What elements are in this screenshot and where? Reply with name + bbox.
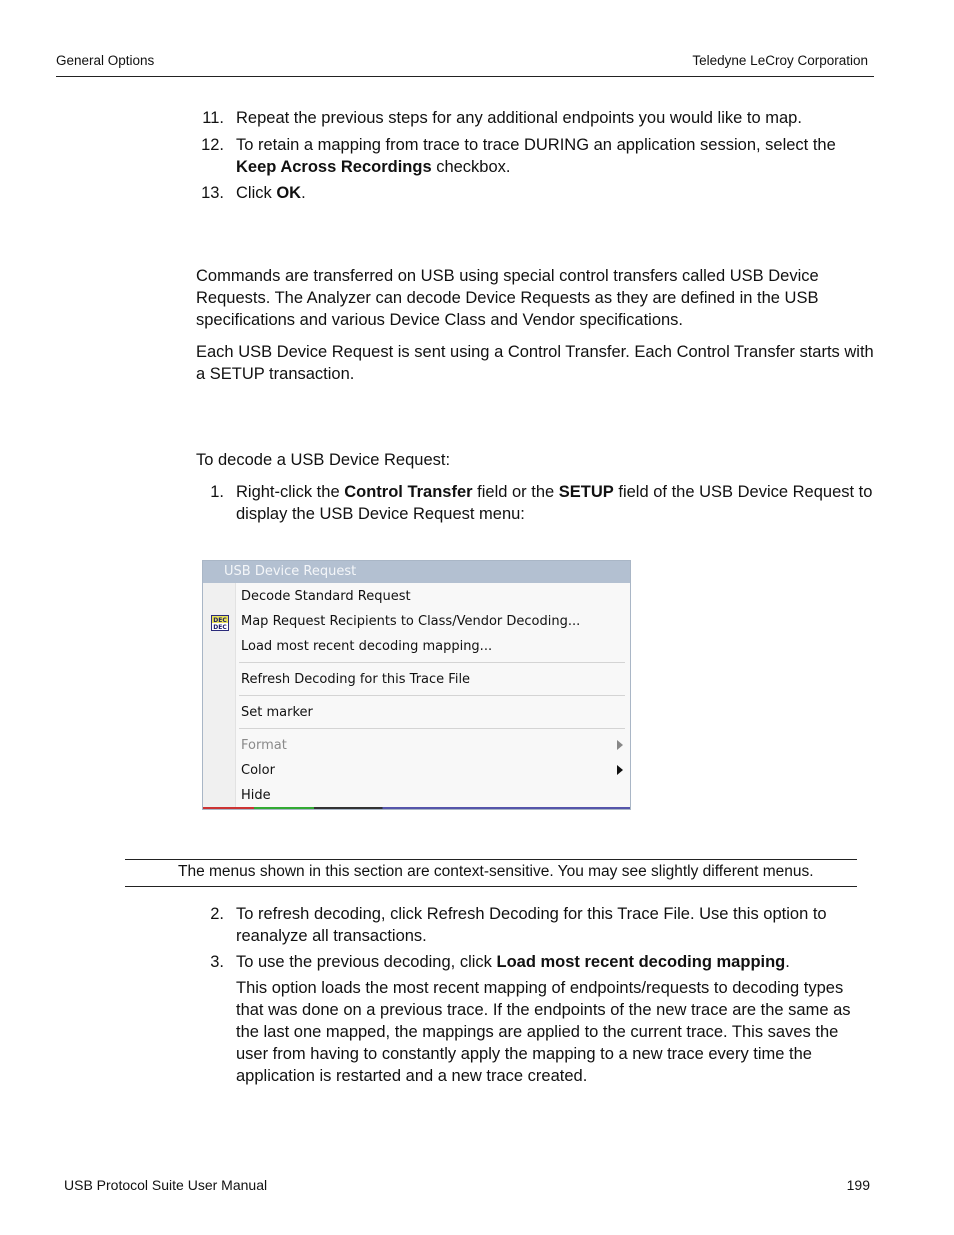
header-left: General Options [56, 53, 155, 68]
menu-item-format: Format [241, 738, 287, 753]
menu-separator [239, 695, 625, 696]
submenu-arrow-icon [617, 740, 623, 750]
svg-text:DEC: DEC [213, 624, 227, 631]
menu-item-load-recent-mapping[interactable]: Load most recent decoding mapping... [241, 639, 493, 654]
header-rule [56, 76, 874, 77]
menu-bottom-strip [203, 807, 630, 809]
decode-intro: To decode a USB Device Request: [196, 451, 451, 469]
menu-item-color[interactable]: Color [241, 763, 275, 778]
menu-separator [239, 662, 625, 663]
svg-text:DEC: DEC [213, 617, 227, 624]
paragraph: Each USB Device Request is sent using a Control Transfer. Each Control Transfer starts with a SETUP transaction. [196, 343, 874, 383]
menu-item-decode-standard-request[interactable]: Decode Standard Request [241, 589, 411, 604]
menu-item-map-request-recipients[interactable]: Map Request Recipients to Class/Vendor Decoding... [241, 614, 581, 629]
dec-icon [211, 615, 229, 631]
note-bottom-rule [125, 886, 857, 887]
step3-detail: This option loads the most recent mapping of endpoints/requests to decoding types that was done on a previous trace. If the endpoints of the new trace are the same as the last one mapped, the mappings are applied to the current trace. This saves the user from having to constantly apply the mapping to a new trace every time the application is restarted and a new trace created. [236, 979, 851, 1085]
header-right: Teledyne LeCroy Corporation [692, 53, 868, 68]
usb-device-request-menu [202, 560, 631, 810]
paragraph: Commands are transferred on USB using special control transfers called USB Device Requests. The Analyzer can decode Device Requests as they are defined in the USB specifications and various Device Class and Vendor specifications. [196, 267, 819, 329]
menu-separator [239, 728, 625, 729]
note-text: The menus shown in this section are context-sensitive. You may see slightly different menus. [178, 863, 814, 880]
submenu-arrow-icon [617, 765, 623, 775]
page-number: 199 [846, 1177, 870, 1193]
footer-left: USB Protocol Suite User Manual [64, 1177, 268, 1193]
menu-title: USB Device Request [203, 561, 630, 583]
note-top-rule [125, 859, 857, 860]
menu-item-set-marker[interactable]: Set marker [241, 705, 313, 720]
menu-item-hide[interactable]: Hide [241, 788, 271, 803]
menu-item-refresh-decoding[interactable]: Refresh Decoding for this Trace File [241, 672, 471, 687]
